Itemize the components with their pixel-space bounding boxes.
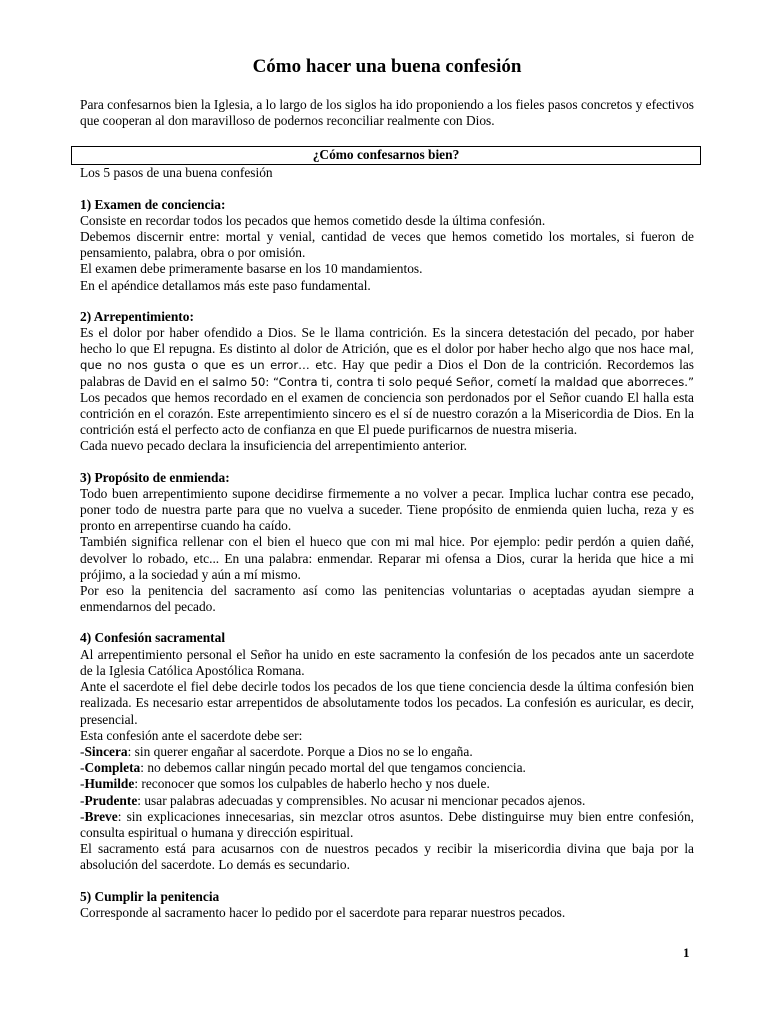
list-item-text: : sin querer engañar al sacerdote. Porque a Dios no se lo engaña. xyxy=(127,743,473,759)
list-item-dash: - xyxy=(80,792,85,808)
list-item xyxy=(80,793,694,809)
section-1-heading: 1) Examen de conciencia: xyxy=(80,196,226,212)
section-2-paragraph: Los pecados que hemos recordado en el examen de conciencia son perdonados por el Señor cuando El halla esta contrición en el corazón. Este arrepentimiento sincero es el sí de nuestro corazón a la Misericordia de Dios. En la contrición está el perfecto acto de confianza en que El puede purificarnos de nuestra miseria. xyxy=(80,389,694,438)
list-item-term: Sincera xyxy=(84,743,128,759)
section-2-paragraph xyxy=(80,325,694,390)
list-item-text: : usar palabras adecuadas y comprensibles. No acusar ni mencionar pecados ajenos. xyxy=(137,792,586,808)
list-item-dash: - xyxy=(80,808,85,824)
intro-paragraph: Para confesarnos bien la Iglesia, a lo largo de los siglos ha ido proponiendo a los fieles pasos concretos y efectivos que cooperan al don maravilloso de podernos reconciliar realmente con Dios. xyxy=(80,97,694,129)
psalm-quote: en el salmo 50: “Contra ti, contra ti solo pequé Señor, cometí la maldad que aborreces.” xyxy=(180,374,694,389)
section-4-paragraph: El sacramento está para acusarnos con de nuestros pecados y recibir la misericordia divina que baja por la absolución del sacerdote. Lo demás es secundario. xyxy=(80,841,694,873)
list-item-term: Completa xyxy=(84,760,141,776)
list-item xyxy=(80,809,694,841)
page-title: Cómo hacer una buena confesión xyxy=(252,56,522,77)
section-3-paragraph: Todo buen arrepentimiento supone decidirse firmemente a no volver a pecar. Implica luchar contra ese pecado, poner todo de nuestra parte para que no vuelva a suceder. Tiene propósito de enmienda quien lucha, reza y es pronto en arrepentirse cuando ha caído. xyxy=(80,485,694,534)
list-item xyxy=(80,776,694,792)
list-item-dash: - xyxy=(80,760,85,776)
section-3-paragraph: También significa rellenar con el bien el hueco que con mi mal hice. Por ejemplo: pedir perdón a quien dañé, devolver lo robado, etc... En una palabra: enmendar. Reparar mi ofensa a Dios, curar la herida que hice a mi prójimo, a la sociedad y aún a mí mismo. xyxy=(80,534,694,582)
list-item-dash: - xyxy=(80,743,85,759)
section-4-heading: 4) Confesión sacramental xyxy=(80,630,226,646)
list-item-dash: - xyxy=(80,776,85,792)
section-5-paragraph: Corresponde al sacramento hacer lo pedido por el sacerdote para reparar nuestros pecados. xyxy=(80,904,566,920)
section-1-paragraph: Debemos discernir entre: mortal y venial, cantidad de veces que hemos cometido los mortales, si fueron de pensamiento, palabra, obra o por omisión. xyxy=(80,229,694,261)
section-3-heading: 3) Propósito de enmienda: xyxy=(80,469,230,485)
section-4-paragraph: Al arrepentimiento personal el Señor ha unido en este sacramento la confesión de los pecados ante un sacerdote de la Iglesia Católica Apostólica Romana. xyxy=(80,646,694,678)
section-1-paragraph: En el apéndice detallamos más este paso fundamental. xyxy=(80,277,371,293)
section-2-heading: 2) Arrepentimiento: xyxy=(80,308,194,324)
list-item-term: Humilde xyxy=(84,776,135,792)
section-2-text: Hay que pedir a Dios el Don de la contrición. Recordemos las palabras de David xyxy=(80,357,694,389)
page-number: 1 xyxy=(683,945,690,960)
list-item-text: : reconocer que somos los culpables de haberlo hecho y nos duele. xyxy=(134,776,490,792)
section-2-text-sans: mal, que no nos gusta o que es un error… etc. xyxy=(80,342,694,373)
section-5-heading: 5) Cumplir la penitencia xyxy=(80,888,220,904)
section-3-paragraph: Por eso la penitencia del sacramento así como las penitencias voluntarias o aceptadas ayudan siempre a enmendarnos del pecado. xyxy=(80,583,694,615)
steps-subtitle: Los 5 pasos de una buena confesión xyxy=(80,165,273,181)
section-1-paragraph: Consiste en recordar todos los pecados que hemos cometido desde la última confesión. xyxy=(80,212,546,228)
list-item-text: : sin explicaciones innecesarias, sin mezclar otros asuntos. Debe distinguirse muy bien entre confesión, consulta espiritual o humana y dirección espiritual. xyxy=(80,808,694,840)
list-item xyxy=(80,760,694,776)
section-4-paragraph: Esta confesión ante el sacerdote debe ser: xyxy=(80,727,303,743)
list-item xyxy=(80,744,694,760)
list-item-term: Prudente xyxy=(84,792,138,808)
section-4-paragraph: Ante el sacerdote el fiel debe decirle todos los pecados de los que tiene conciencia desde la última confesión bien realizada. Es necesario estar arrepentidos de absolutamente todos los pecados. La confesión es auricular, es decir, presencial. xyxy=(80,679,694,727)
section-2-text: Es el dolor por haber ofendido a Dios. Se le llama contrición. Es la sincera detestación del pecado, por haber hecho lo que El repugna. Es distinto al dolor de Atrición, que es el dolor por haber hecho algo que nos hace xyxy=(80,325,694,357)
section-2-paragraph: Cada nuevo pecado declara la insuficiencia del arrepentimiento anterior. xyxy=(80,438,468,454)
list-item-text: : no debemos callar ningún pecado mortal del que tengamos conciencia. xyxy=(140,760,526,776)
boxed-heading: ¿Cómo confesarnos bien? xyxy=(71,146,701,165)
section-1-paragraph: El examen debe primeramente basarse en los 10 mandamientos. xyxy=(80,261,423,277)
document-body xyxy=(80,55,694,921)
list-item-term: Breve xyxy=(84,808,118,824)
